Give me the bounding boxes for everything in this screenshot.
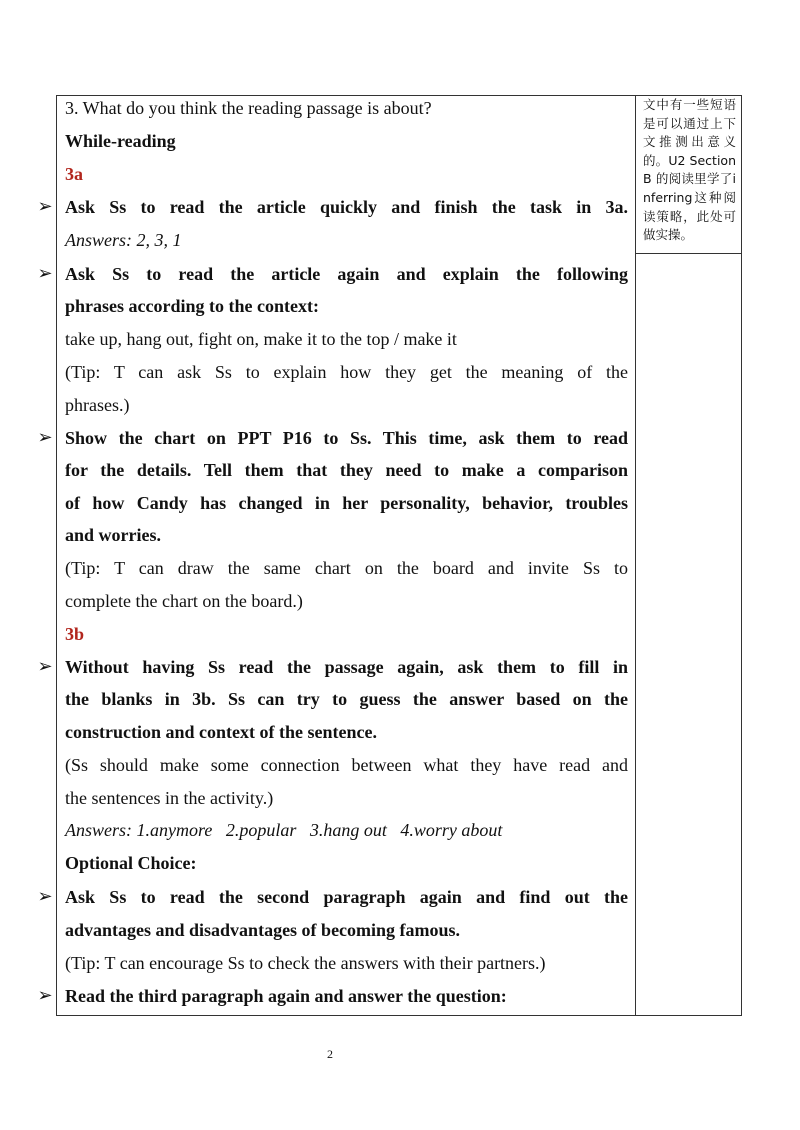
side-cell-separator [636,253,742,254]
task-line: Without having Ss read the passage again, ask them to fill in [65,657,628,677]
task-line: advantages and disadvantages of becoming famous. [65,920,461,940]
task-line: Show the chart on PPT P16 to Ss. This time, ask them to read [65,428,628,448]
task-line: Ask Ss to read the second paragraph again and find out the [65,887,628,907]
activity-label-3a: 3a [65,164,83,184]
task-line: Read the third paragraph again and answer the question: [65,986,507,1006]
task-line: phrases according to the context: [65,296,319,316]
task-line: Ask Ss to read the article quickly and finish the task in 3a. [65,197,628,217]
note-line: (Ss should make some connection between what they have read and [65,755,628,775]
tip-line: phrases.) [65,395,130,415]
side-note: 文中有一些短语是可以通过上下文推测出意义的。U2 Section B 的阅读里学了inferring这种阅读策略，此处可做实操。 [643,97,736,243]
task-line: Ask Ss to read the article again and explain the following [65,264,628,284]
task-line: and worries. [65,525,161,545]
column-divider [635,95,636,1016]
tip-line: (Tip: T can encourage Ss to check the answers with their partners.) [65,953,546,973]
activity-label-3b: 3b [65,624,85,644]
phrase-list: take up, hang out, fight on, make it to the top / make it [65,329,457,349]
bullet-icon: ➢ [37,656,53,677]
page-number: 2 [327,1047,333,1061]
task-line: of how Candy has changed in her personality, behavior, troubles [65,493,628,513]
bullet-icon: ➢ [37,196,53,217]
bullet-icon: ➢ [37,427,53,448]
task-line: construction and context of the sentence. [65,722,377,742]
bullet-icon: ➢ [37,263,53,284]
bullet-icon: ➢ [37,886,53,907]
answers-3b: Answers: 1.anymore 2.popular 3.hang out 4.worry about [65,820,503,840]
section-heading-while-reading: While-reading [65,131,176,151]
question-line: 3. What do you think the reading passage is about? [65,98,432,118]
tip-line: (Tip: T can draw the same chart on the board and invite Ss to [65,558,628,578]
tip-line: (Tip: T can ask Ss to explain how they get the meaning of the [65,362,628,382]
tip-line: complete the chart on the board.) [65,591,303,611]
task-line: the blanks in 3b. Ss can try to guess the answer based on the [65,689,628,709]
optional-choice-heading: Optional Choice: [65,853,197,873]
answers-3a: Answers: 2, 3, 1 [65,230,182,250]
note-line: the sentences in the activity.) [65,788,274,808]
bullet-icon: ➢ [37,985,53,1006]
task-line: for the details. Tell them that they need to make a comparison [65,460,628,480]
